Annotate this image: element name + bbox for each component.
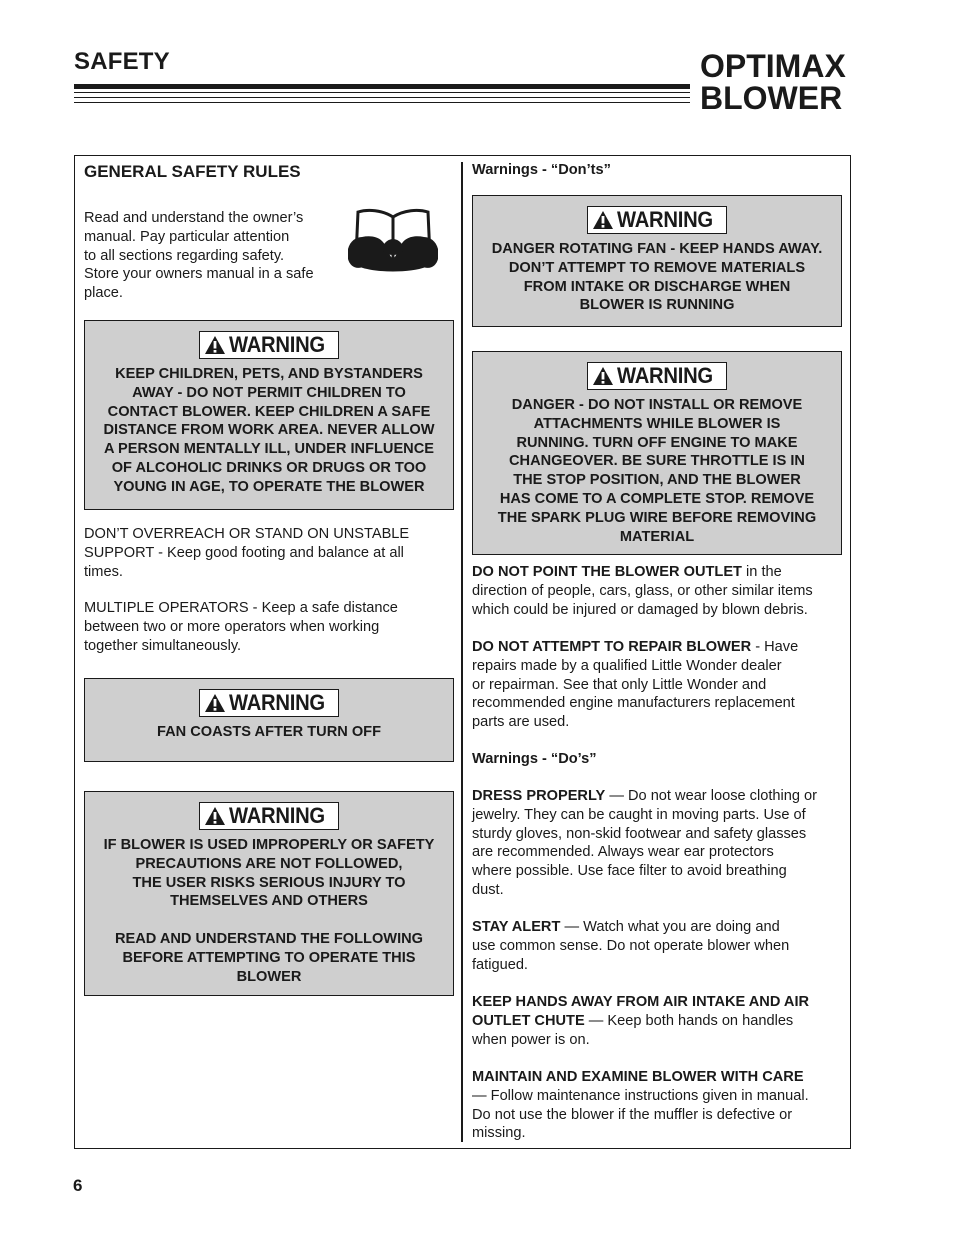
warning-badge: WARNING [199,689,338,717]
donts-heading: Warnings - “Don’ts” [472,162,611,178]
general-safety-rules-heading: GENERAL SAFETY RULES [84,162,301,181]
do-not-point-paragraph: DO NOT POINT THE BLOWER OUTLET in the direction of people, cars, glass, or other similar items which could be injured or damaged by blown debris. [472,564,813,618]
warning-box-children [84,320,454,510]
dos-heading: Warnings - “Do’s” [472,751,597,767]
warning-triangle-icon [204,693,226,713]
warning-triangle-icon [204,806,226,826]
warning-badge: WARNING [587,362,726,390]
open-book-icon [346,207,440,275]
warning-triangle-icon [204,335,226,355]
column-divider [461,162,463,1142]
overreach-paragraph: DON’T OVERREACH OR STAND ON UNSTABLE SUPPORT - Keep good footing and balance at all times. [84,526,410,580]
header-rule-lines [74,84,690,106]
warning-badge: WARNING [199,331,338,359]
stay-alert-paragraph: STAY ALERT — Watch what you are doing and use common sense. Do not operate blower when fatigued. [472,919,790,973]
warning-triangle-icon [592,210,614,230]
warning-badge: WARNING [199,802,338,830]
page-number: 6 [73,1176,83,1195]
warning-message: DANGER - DO NOT INSTALL OR REMOVE ATTACHMENTS WHILE BLOWER IS RUNNING. TURN OFF ENGINE TO MAKE CHANGEOVER. BE SURE THROTTLE IS IN THE STOP POSITION, AND THE BLOWER HAS COME TO A COMPLETE STOP. REMOVE THE SPARK PLUG WIRE BEFORE REMOVING MATERIAL [497,397,817,545]
warning-box-improper-use [84,791,454,996]
warning-message: KEEP CHILDREN, PETS, AND BYSTANDERS AWAY - DO NOT PERMIT CHILDREN TO CONTACT BLOWER. KEEP CHILDREN A SAFE DISTANCE FROM WORK AREA. NEVER ALLOW A PERSON MENTALLY ILL, UNDER INFLUENCE OF ALCOHOLIC DRINKS OR DRUGS OR TOO YOUNG IN AGE, TO OPERATE THE BLOWER [103,366,435,495]
multiple-operators-paragraph: MULTIPLE OPERATORS - Keep a safe distance between two or more operators when working together simultaneously. [84,600,398,654]
warning-badge: WARNING [587,206,726,234]
warning-box-rotating-fan [472,195,842,327]
warning-box-fan-coasts [84,678,454,762]
document-title-line2: BLOWER [700,80,843,116]
maintain-paragraph: MAINTAIN AND EXAMINE BLOWER WITH CARE — Follow maintenance instructions given in manual. Do not use the blower if the muffler is defective or missing. [472,1069,809,1142]
warning-message: DANGER ROTATING FAN - KEEP HANDS AWAY. DON’T ATTEMPT TO REMOVE MATERIALS FROM INTAKE OR DISCHARGE WHEN BLOWER IS RUNNING [491,241,823,314]
do-not-repair-paragraph: DO NOT ATTEMPT TO REPAIR BLOWER - Have repairs made by a qualified Little Wonder dealer or repairman. See that only Little Wonder and recommended engine manufacturers replacement parts are used. [472,639,799,731]
document-title [700,50,850,114]
warning-message: IF BLOWER IS USED IMPROPERLY OR SAFETY PRECAUTIONS ARE NOT FOLLOWED, THE USER RISKS SERIOUS INJURY TO THEMSELVES AND OTHERS READ AND UNDERSTAND THE FOLLOWING BEFORE ATTEMPTING TO OPERATE THIS BLOWER [103,837,435,985]
warning-box-attachments [472,351,842,555]
document-title-line1: OPTIMAX [700,48,846,84]
section-title: SAFETY [74,48,170,75]
keep-hands-away-paragraph: KEEP HANDS AWAY FROM AIR INTAKE AND AIR OUTLET CHUTE — Keep both hands on handles when power is on. [472,994,810,1048]
intro-paragraph: Read and understand the owner’s manual. Pay particular attention to all sections regarding safety. Store your owners manual in a safe place. [84,210,314,302]
warning-triangle-icon [592,366,614,386]
dress-properly-paragraph: DRESS PROPERLY — Do not wear loose clothing or jewelry. They can be caught in moving parts. Use of sturdy gloves, non-skid footwear and safety glasses are recommended. Always wear ear protectors where possible. Use face filter to avoid breathing dust. [472,788,817,898]
warning-message: FAN COASTS AFTER TURN OFF [156,724,382,740]
